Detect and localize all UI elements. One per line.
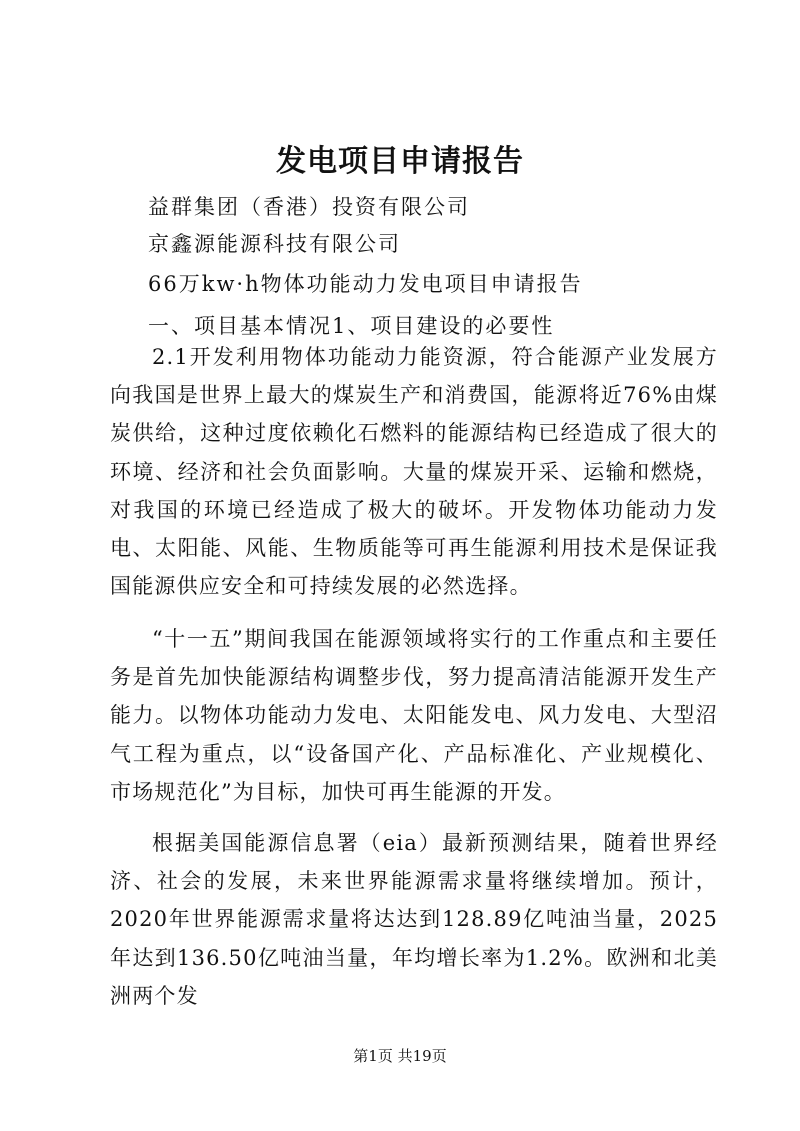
paragraph-eia-forecast: 根据美国能源信息署（eia）最新预测结果，随着世界经济、社会的发展，未来世界能源需求量将继续增加。预计，2020年世界能源需求量将达达到128.89亿吨油当量，2025年达到136.50亿吨油当量，年均增长率为1.2%。欧洲和北美洲两个发 — [110, 831, 718, 1008]
company-name-2: 京鑫源能源科技有限公司 — [148, 232, 401, 256]
paragraph-energy-resources: 2.1开发利用物体功能动力能资源，符合能源产业发展方向我国是世界上最大的煤炭生产和消费国，能源将近76%由煤炭供给，这种过度依赖化石燃料的能源结构已经造成了很大的环境、经济和社会负面影响。大量的煤炭开采、运输和燃烧，对我国的环境已经造成了极大的破坏。开发物体功能动力发电、太阳能、风能、生物质能等可再生能源利用技术是保证我国能源供应安全和可持续发展的必然选择。 — [110, 345, 718, 599]
company-name-1: 益群集团（香港）投资有限公司 — [148, 195, 470, 219]
document-title: 发电项目申请报告 — [276, 144, 524, 179]
section-heading: 一、项目基本情况1、项目建设的必要性 — [148, 314, 555, 338]
report-subtitle: 66万kw·h物体功能动力发电项目申请报告 — [148, 272, 583, 296]
paragraph-five-year-plan: “十一五”期间我国在能源领域将实行的工作重点和主要任务是首先加快能源结构调整步伐，努力提高清洁能源开发生产能力。以物体功能动力发电、太阳能发电、风力发电、大型沼气工程为重点，以“设备国产化、产品标准化、产业规模化、市场规范化”为目标，加快可再生能源的开发。 — [110, 627, 718, 804]
page-number: 第1页 共19页 — [353, 1047, 447, 1065]
